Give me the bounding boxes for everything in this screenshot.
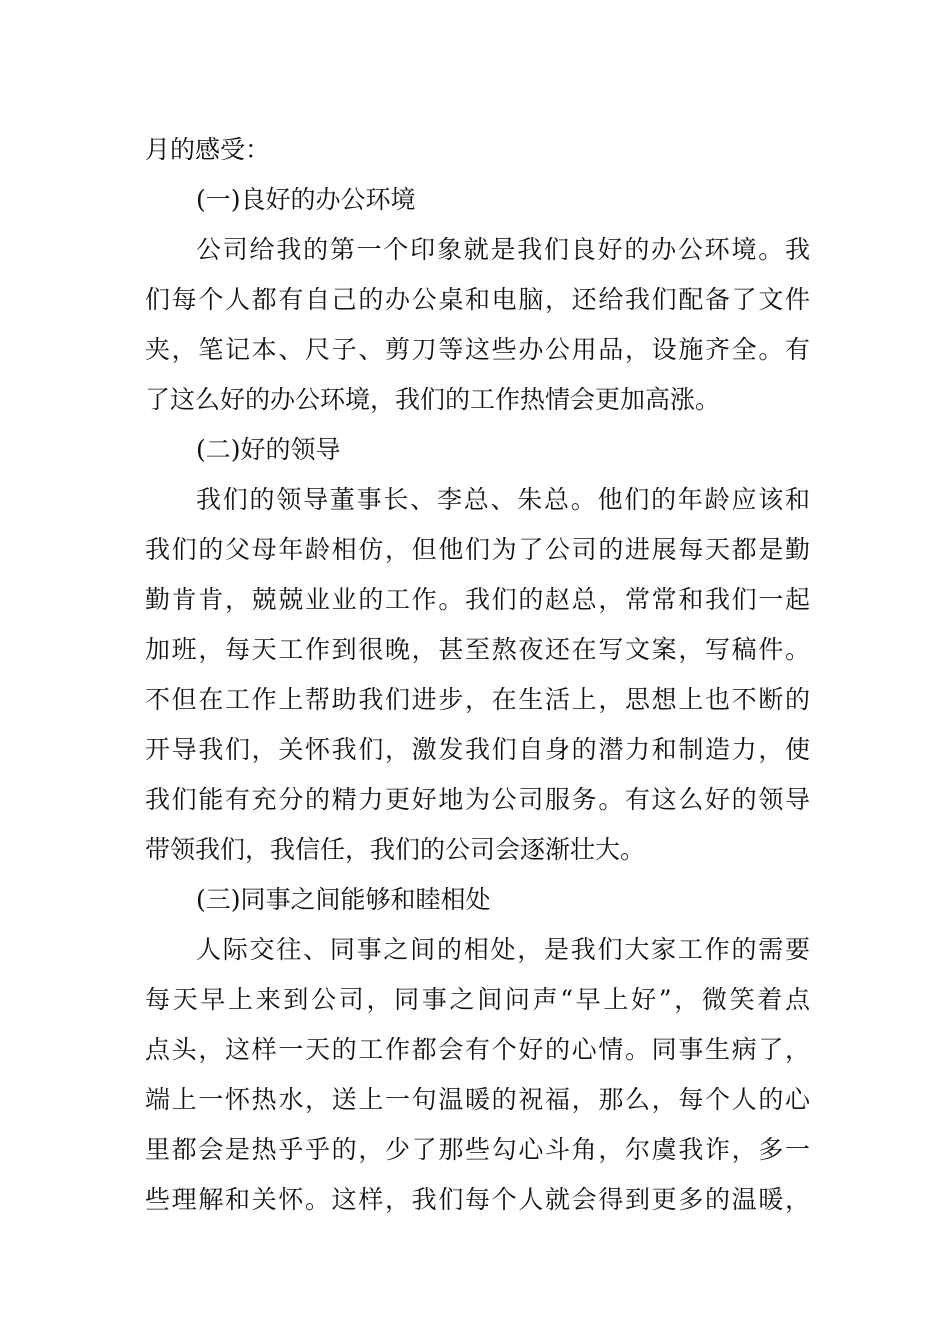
text-line: 带领我们，我信任，我们的公司会逐渐壮大。 [145, 835, 646, 864]
text-line: 月的感受： [145, 135, 271, 164]
text-line: 人际交往、同事之间的相处，是我们大家工作的需要 [196, 935, 810, 964]
section-heading: (二)好的领导 [196, 435, 341, 464]
text-line: 开导我们，关怀我们，激发我们自身的潜力和制造力，使 [145, 735, 810, 764]
text-line: 每天早上来到公司，同事之间问声“早上好”，微笑着点 [145, 985, 810, 1014]
section-heading: (一)良好的办公环境 [196, 185, 416, 214]
text-line: 不但在工作上帮助我们进步，在生活上，思想上也不断的 [145, 685, 810, 714]
text-line: 我们能有充分的精力更好地为公司服务。有这么好的领导 [145, 785, 810, 814]
text-line: 里都会是热乎乎的，少了那些勾心斗角，尔虞我诈，多一 [145, 1135, 810, 1164]
text-line: 勤肯肯，兢兢业业的工作。我们的赵总，常常和我们一起 [145, 585, 810, 614]
text-line: 点头，这样一天的工作都会有个好的心情。同事生病了， [145, 1035, 810, 1064]
section-heading: (三)同事之间能够和睦相处 [196, 885, 491, 914]
text-line: 了这么好的办公环境，我们的工作热情会更加高涨。 [145, 385, 721, 414]
text-line: 些理解和关怀。这样，我们每个人就会得到更多的温暖， [145, 1185, 810, 1214]
text-line: 公司给我的第一个印象就是我们良好的办公环境。我 [196, 235, 810, 264]
text-line: 我们的父母年龄相仿，但他们为了公司的进展每天都是勤 [145, 535, 810, 564]
text-line: 们每个人都有自己的办公桌和电脑，还给我们配备了文件 [145, 285, 810, 314]
text-line: 我们的领导董事长、李总、朱总。他们的年龄应该和 [196, 485, 810, 514]
text-line: 夹，笔记本、尺子、剪刀等这些办公用品，设施齐全。有 [145, 335, 810, 364]
text-line: 端上一怀热水，送上一句温暖的祝福，那么，每个人的心 [145, 1085, 810, 1114]
text-line: 加班，每天工作到很晚，甚至熬夜还在写文案，写稿件。 [145, 635, 810, 664]
